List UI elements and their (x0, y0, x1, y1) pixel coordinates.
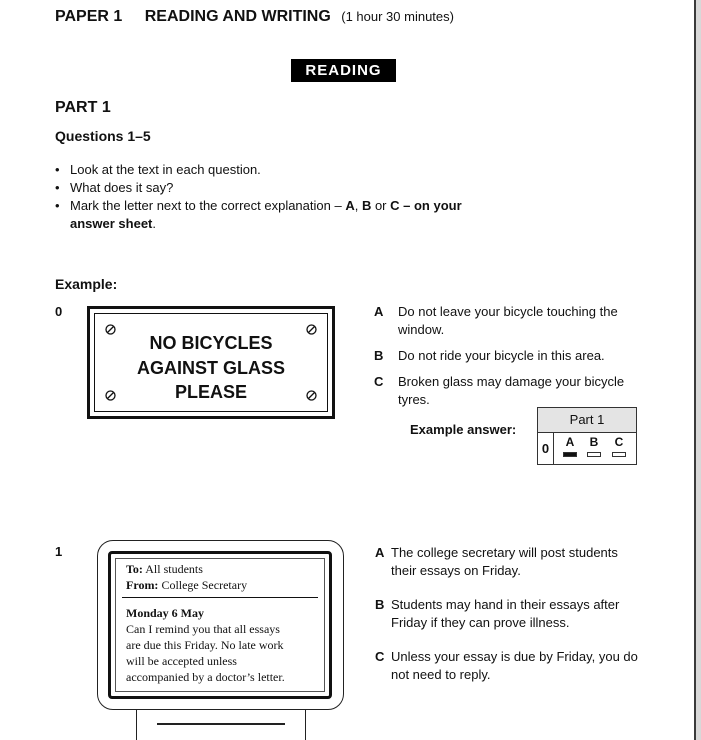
option-a: A The college secretary will post students their essays on Friday. (375, 545, 618, 578)
option-b: B Students may hand in their essays after Friday if they can prove illness. (375, 597, 620, 630)
note-from: From: College Secretary (126, 578, 248, 592)
example-number: 0 (55, 304, 63, 319)
instructions-list (55, 161, 525, 233)
note-date: Monday 6 May (126, 606, 204, 620)
answer-mark-filled (563, 452, 577, 457)
monitor-screen (108, 551, 332, 699)
note-body-line: are due this Friday. No late work (126, 638, 284, 652)
answer-mark-empty (612, 452, 626, 457)
question-number: 1 (55, 544, 63, 559)
note-divider (122, 597, 318, 598)
computer-monitor-image (97, 540, 344, 710)
sign-text: NO BICYCLES AGAINST GLASS PLEASE (136, 333, 285, 402)
example-options (374, 303, 646, 409)
option-c: C Broken glass may damage your bicycle tyres. (374, 374, 625, 407)
option-b: B Do not ride your bicycle in this area. (374, 348, 605, 363)
instruction-item: • Mark the letter next to the correct explanation – A, B or C – on your answer sheet. (55, 198, 462, 231)
bullet-icon: • (55, 180, 60, 195)
paper-title: READING AND WRITING (144, 8, 331, 25)
monitor-stand (136, 709, 306, 740)
instruction-item: • Look at the text in each question. (55, 162, 261, 177)
paper-duration: (1 hour 30 minutes) (341, 9, 454, 24)
answer-choice-b: B (585, 435, 603, 457)
bullet-icon: • (55, 198, 60, 213)
page-edge-shadow (696, 0, 701, 740)
example-answer-label: Example answer: (410, 422, 517, 437)
answer-mark-empty (587, 452, 601, 457)
part-heading: PART 1 (55, 99, 111, 116)
screw-icon (105, 324, 116, 335)
answer-sheet-example (537, 407, 637, 465)
screw-icon (306, 390, 317, 401)
screen-inner-border (115, 558, 325, 692)
screw-icon (105, 390, 116, 401)
instruction-item: • What does it say? (55, 180, 174, 195)
note-body-line: Can I remind you that all essays (126, 622, 280, 636)
example-heading: Example: (55, 276, 118, 292)
note-body-line: will be accepted unless (126, 654, 237, 668)
sign-inner-border (94, 313, 328, 412)
sign-image (87, 306, 335, 419)
note-body-line: accompanied by a doctor’s letter. (126, 670, 285, 684)
option-c: C Unless your essay is due by Friday, you do not need to reply. (375, 649, 638, 682)
question1-options (375, 544, 643, 684)
section-banner: READING (291, 59, 396, 82)
questions-heading: Questions 1–5 (55, 128, 151, 144)
answer-choice-c: C (610, 435, 628, 457)
answer-row-number: 0 (538, 432, 554, 464)
answer-sheet-heading: Part 1 (538, 408, 636, 433)
paper-header (55, 8, 454, 26)
paper-number: PAPER 1 (55, 8, 123, 25)
note-to: To: All students (126, 562, 203, 576)
answer-choice-a: A (561, 435, 579, 457)
bullet-icon: • (55, 162, 60, 177)
option-a: A Do not leave your bicycle touching the window. (374, 304, 618, 337)
screw-icon (306, 324, 317, 335)
